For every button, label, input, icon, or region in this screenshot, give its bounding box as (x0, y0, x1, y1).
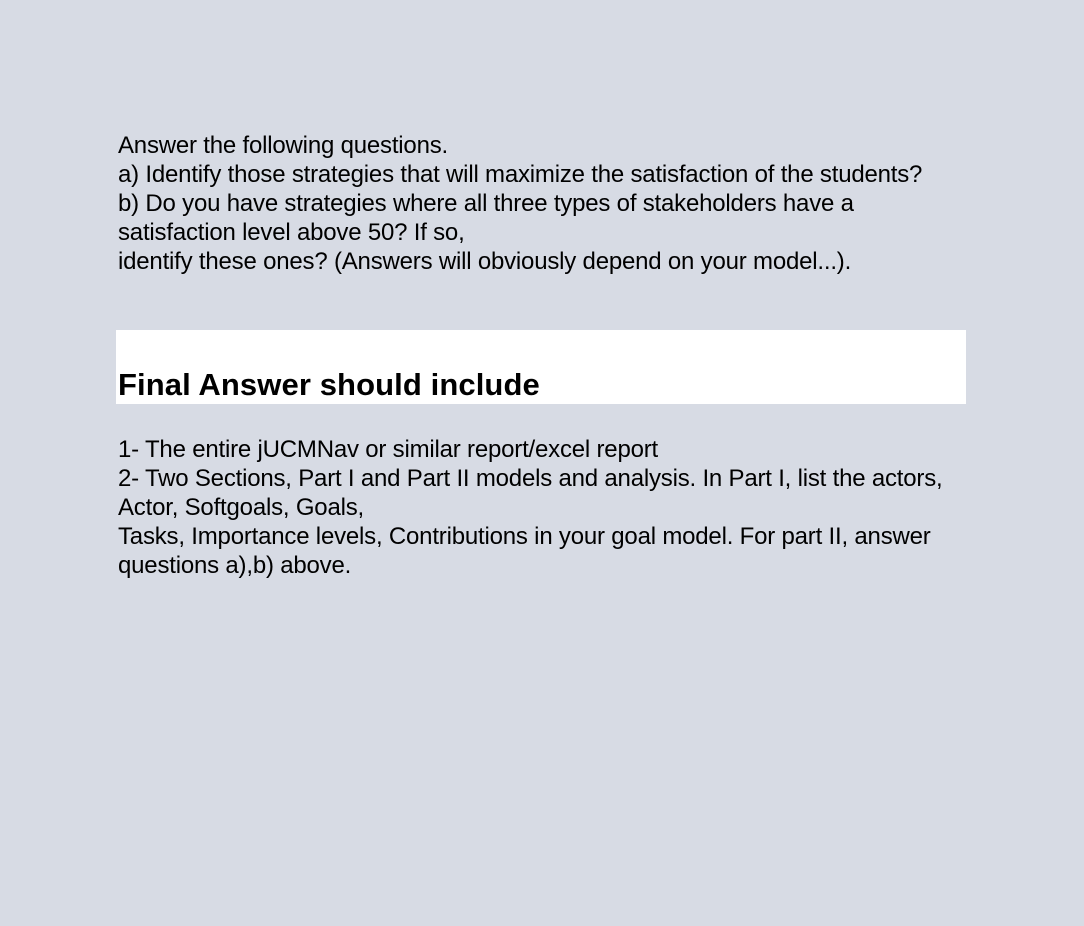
question-a: a) Identify those strategies that will maximize the satisfaction of the students? (118, 161, 923, 188)
questions-intro: Answer the following questions. (118, 132, 448, 159)
section-heading-band (116, 330, 966, 404)
section-heading: Final Answer should include (118, 367, 540, 402)
requirement-2-continued: Tasks, Importance levels, Contributions in your goal model. For part II, answer questions a),b) above. (118, 523, 931, 579)
requirement-2: 2- Two Sections, Part I and Part II models and analysis. In Part I, list the actors, Actor, Softgoals, Goals, (118, 465, 943, 521)
requirements-block (118, 435, 964, 580)
question-b-continued: identify these ones? (Answers will obviously depend on your model...). (118, 248, 852, 275)
requirement-1: 1- The entire jUCMNav or similar report/excel report (118, 436, 658, 463)
questions-block (118, 131, 964, 276)
question-b: b) Do you have strategies where all three types of stakeholders have a satisfaction level above 50? If so, (118, 190, 854, 246)
